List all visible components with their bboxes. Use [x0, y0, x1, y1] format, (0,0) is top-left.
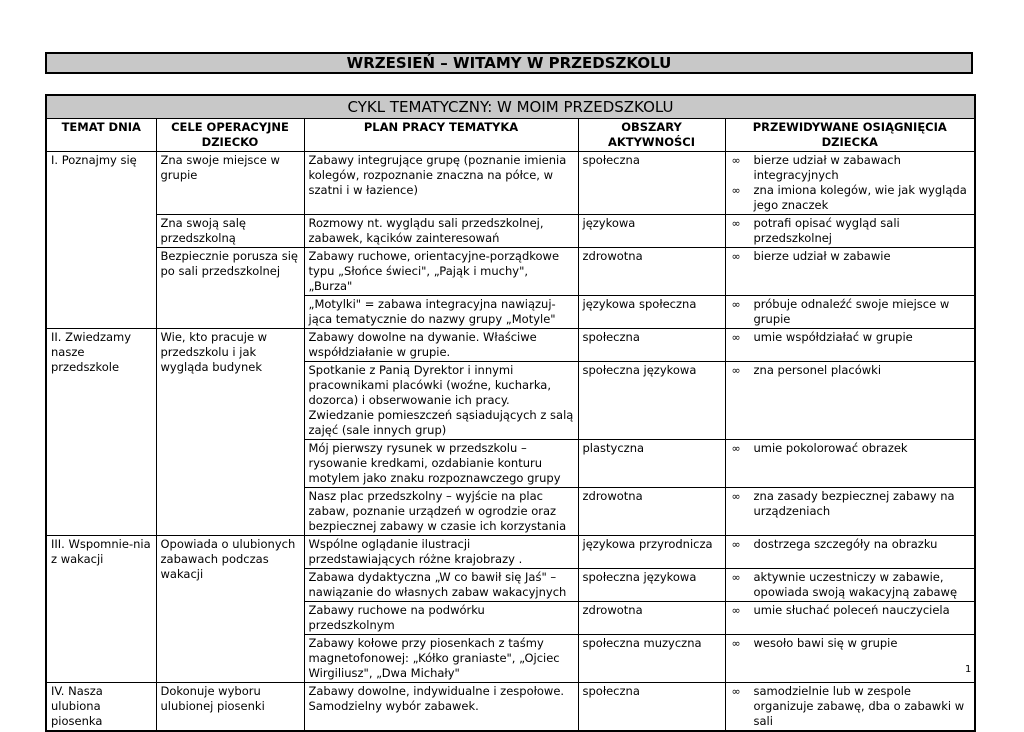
achievement-item	[730, 684, 971, 729]
plan-body	[46, 152, 975, 732]
cell-obszary: językowa przyrodnicza	[578, 536, 725, 569]
cell-plan: Zabawy ruchowe, orientacyjne-porządkowe typu „Słońce świeci", „Pająk i muchy", „Burza"	[304, 248, 578, 296]
achievement-list	[730, 684, 971, 729]
cell-cele: Wie, kto pracuje w przedszkolu i jak wygląda budynek	[156, 329, 304, 536]
infinity-bullet-icon: ∞	[731, 364, 741, 377]
achievement-list	[730, 603, 971, 618]
achievement-list	[730, 216, 971, 246]
infinity-bullet-icon: ∞	[731, 442, 741, 455]
table-row	[46, 215, 975, 248]
cell-plan: Zabawy dowolne, indywidualne i zespołowe. Samodzielny wybór zabawek.	[304, 683, 578, 732]
achievement-list	[730, 363, 971, 378]
cell-osiagniecia	[725, 602, 975, 635]
infinity-bullet-icon: ∞	[731, 250, 741, 263]
cell-cele: Zna swoją salę przedszkolną	[156, 215, 304, 248]
cell-osiagniecia	[725, 536, 975, 569]
cell-cele: Opowiada o ulubionych zabawach podczas wakacji	[156, 536, 304, 683]
header-osiagniecia: PRZEWIDYWANE OSIĄGNIĘCIA DZIECKA	[725, 119, 975, 152]
achievement-item	[730, 537, 971, 552]
cell-osiagniecia	[725, 215, 975, 248]
achievement-item	[730, 441, 971, 456]
achievement-text: dostrzega szczegóły na obrazku	[753, 537, 938, 551]
cell-osiagniecia	[725, 635, 975, 683]
cell-osiagniecia	[725, 296, 975, 329]
header-cele: CELE OPERACYJNE DZIECKO	[156, 119, 304, 152]
cell-obszary: społeczna	[578, 152, 725, 215]
achievement-text: umie pokolorować obrazek	[753, 441, 908, 455]
achievement-item	[730, 603, 971, 618]
achievement-list	[730, 636, 971, 651]
achievement-text: zna zasady bezpiecznej zabawy na urządzeniach	[753, 489, 955, 518]
table-row	[46, 329, 975, 362]
cell-temat: III. Wspomnie-nia z wakacji	[46, 536, 156, 683]
cell-obszary: społeczna językowa	[578, 362, 725, 440]
achievement-item	[730, 183, 971, 213]
infinity-bullet-icon: ∞	[731, 184, 741, 197]
cell-obszary: zdrowotna	[578, 602, 725, 635]
achievement-text: próbuje odnaleźć swoje miejsce w grupie	[753, 297, 950, 326]
achievement-text: bierze udział w zabawach integracyjnych	[753, 153, 901, 182]
cell-cele: Dokonuje wyboru ulubionej piosenki	[156, 683, 304, 732]
achievement-text: bierze udział w zabawie	[753, 249, 891, 263]
infinity-bullet-icon: ∞	[731, 685, 741, 698]
cell-osiagniecia	[725, 248, 975, 296]
cell-temat: II. Zwiedzamy nasze przedszkole	[46, 329, 156, 536]
cell-plan: Spotkanie z Panią Dyrektor i innymi pracownikami placówki (woźne, kucharka, dozorca) i obserwowanie ich pracy. Zwiedzanie pomieszczeń sąsiadujących z salą zajęć (sale innych grup)	[304, 362, 578, 440]
table-row	[46, 248, 975, 296]
achievement-item	[730, 363, 971, 378]
achievement-list	[730, 249, 971, 264]
cell-plan: Nasz plac przedszkolny – wyjście na plac zabaw, poznanie urządzeń w ogrodzie oraz bezpiecznej zabawy w czasie ich korzystania	[304, 488, 578, 536]
cell-plan: Zabawy kołowe przy piosenkach z taśmy magnetofonowej: „Kółko graniaste", „Ojciec Wirgiliusz", „Dwa Michały"	[304, 635, 578, 683]
cell-plan: Zabawy ruchowe na podwórku przedszkolnym	[304, 602, 578, 635]
header-obszary: OBSZARY AKTYWNOŚCI	[578, 119, 725, 152]
cell-obszary: społeczna	[578, 683, 725, 732]
cell-obszary: plastyczna	[578, 440, 725, 488]
cell-plan: Zabawa dydaktyczna „W co bawił się Jaś" – nawiązanie do własnych zabaw wakacyjnych	[304, 569, 578, 602]
achievement-list	[730, 441, 971, 456]
page-number: 1	[965, 664, 972, 675]
cell-obszary: zdrowotna	[578, 248, 725, 296]
plan-table	[45, 94, 976, 732]
cell-obszary: językowa społeczna	[578, 296, 725, 329]
cell-cele: Zna swoje miejsce w grupie	[156, 152, 304, 215]
achievement-text: zna personel placówki	[753, 363, 882, 377]
cell-plan: Zabawy integrujące grupę (poznanie imienia kolegów, rozpoznanie znaczna na półce, w szatni i w łazience)	[304, 152, 578, 215]
achievement-item	[730, 489, 971, 519]
cell-obszary: społeczna	[578, 329, 725, 362]
achievement-list	[730, 330, 971, 345]
cell-obszary: językowa	[578, 215, 725, 248]
cell-cele: Bezpiecznie porusza się po sali przedszkolnej	[156, 248, 304, 329]
infinity-bullet-icon: ∞	[731, 298, 741, 311]
table-row	[46, 152, 975, 215]
cell-osiagniecia	[725, 329, 975, 362]
achievement-item	[730, 330, 971, 345]
cell-temat: IV. Nasza ulubiona piosenka	[46, 683, 156, 732]
cycle-title: CYKL TEMATYCZNY: W MOIM PRZEDSZKOLU	[46, 95, 975, 119]
cell-plan: „Motylki" = zabawa integracyjna nawiązuj-jąca tematycznie do nazwy grupy „Motyle"	[304, 296, 578, 329]
cell-osiagniecia	[725, 488, 975, 536]
achievement-text: zna imiona kolegów, wie jak wygląda jego znaczek	[753, 183, 967, 212]
cell-osiagniecia	[725, 569, 975, 602]
header-temat: TEMAT DNIA	[46, 119, 156, 152]
cell-obszary: społeczna muzyczna	[578, 635, 725, 683]
achievement-text: samodzielnie lub w zespole organizuje zabawę, dba o zabawki w sali	[753, 684, 965, 728]
achievement-item	[730, 297, 971, 327]
infinity-bullet-icon: ∞	[731, 217, 741, 230]
infinity-bullet-icon: ∞	[731, 331, 741, 344]
achievement-item	[730, 249, 971, 264]
cell-plan: Wspólne oglądanie ilustracji przedstawiających różne krajobrazy .	[304, 536, 578, 569]
achievement-text: umie współdziałać w grupie	[753, 330, 913, 344]
achievement-list	[730, 570, 971, 600]
cell-plan: Zabawy dowolne na dywanie. Właściwe współdziałanie w grupie.	[304, 329, 578, 362]
cell-plan: Mój pierwszy rysunek w przedszkolu – rysowanie kredkami, ozdabianie konturu motylem jako znaku rozpoznawczego grupy	[304, 440, 578, 488]
achievement-text: aktywnie uczestniczy w zabawie, opowiada swoją wakacyjną zabawę	[753, 570, 958, 599]
achievement-list	[730, 537, 971, 552]
achievement-list	[730, 297, 971, 327]
achievement-text: potrafi opisać wygląd sali przedszkolnej	[753, 216, 900, 245]
infinity-bullet-icon: ∞	[731, 154, 741, 167]
page-title: WRZESIEŃ – WITAMY W PRZEDSZKOLU	[45, 52, 973, 74]
cell-temat: I. Poznajmy się	[46, 152, 156, 329]
achievement-text: umie słuchać poleceń nauczyciela	[753, 603, 950, 617]
achievement-item	[730, 570, 971, 600]
cell-osiagniecia	[725, 362, 975, 440]
infinity-bullet-icon: ∞	[731, 538, 741, 551]
table-row	[46, 536, 975, 569]
infinity-bullet-icon: ∞	[731, 571, 741, 584]
achievement-item	[730, 216, 971, 246]
cell-obszary: społeczna językowa	[578, 569, 725, 602]
cell-plan: Rozmowy nt. wyglądu sali przedszkolnej, zabawek, kącików zainteresowań	[304, 215, 578, 248]
cell-obszary: zdrowotna	[578, 488, 725, 536]
infinity-bullet-icon: ∞	[731, 637, 741, 650]
achievement-item	[730, 153, 971, 183]
header-plan: PLAN PRACY TEMATYKA	[304, 119, 578, 152]
infinity-bullet-icon: ∞	[731, 490, 741, 503]
achievement-list	[730, 489, 971, 519]
infinity-bullet-icon: ∞	[731, 604, 741, 617]
achievement-item	[730, 636, 971, 651]
cell-osiagniecia	[725, 152, 975, 215]
achievement-text: wesoło bawi się w grupie	[753, 636, 898, 650]
achievement-list	[730, 153, 971, 213]
cell-osiagniecia	[725, 440, 975, 488]
